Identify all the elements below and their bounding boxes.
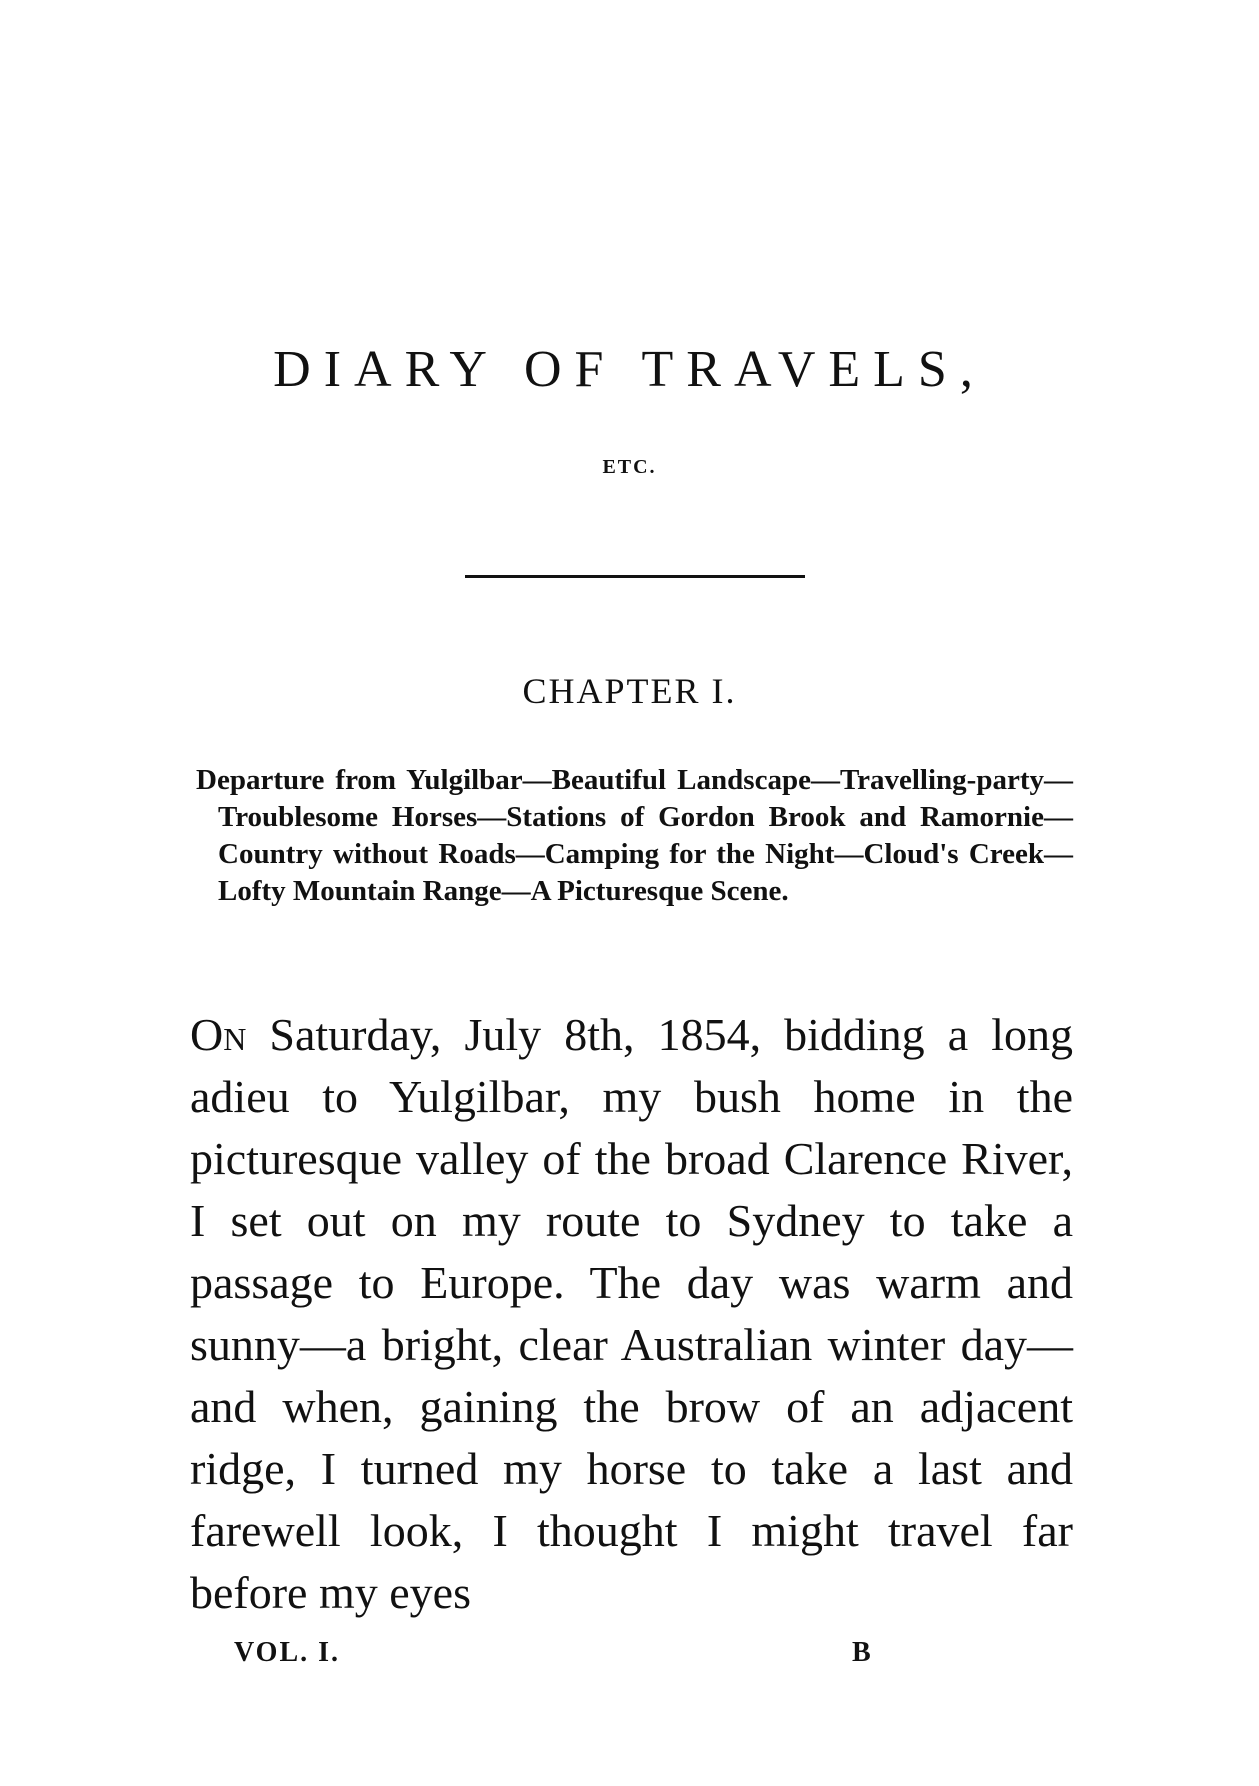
chapter-heading: CHAPTER I. bbox=[522, 671, 737, 711]
page-title: DIARY OF TRAVELS, bbox=[273, 341, 986, 398]
volume-footer: VOL. I. bbox=[234, 1637, 341, 1668]
body-paragraph bbox=[190, 1004, 1073, 1624]
divider-rule bbox=[465, 575, 805, 578]
page-subtitle: ETC. bbox=[602, 456, 657, 478]
first-word: On bbox=[190, 1009, 247, 1060]
body-text: Saturday, July 8th, 1854, bidding a long adieu to Yulgilbar, my bush home in the picturesque valley of the broad Clarence River, I set out on my route to Sydney to take a passage to Europe. The day was warm and sunny—a bright, clear Australian winter day—and when, gaining the brow of an adjacent ridge, I turned my horse to take a last and farewell look, I thought I might travel far before my eyes bbox=[190, 1009, 1073, 1618]
signature-mark: B bbox=[852, 1637, 871, 1668]
chapter-synopsis: Departure from Yulgilbar—Beautiful Landscape—Travelling-party—Troublesome Horses—Stations of Gordon Brook and Ramornie—Country without Roads—Camping for the Night—Cloud's Creek—Lofty Mountain Range—A Picturesque Scene. bbox=[196, 764, 1073, 907]
